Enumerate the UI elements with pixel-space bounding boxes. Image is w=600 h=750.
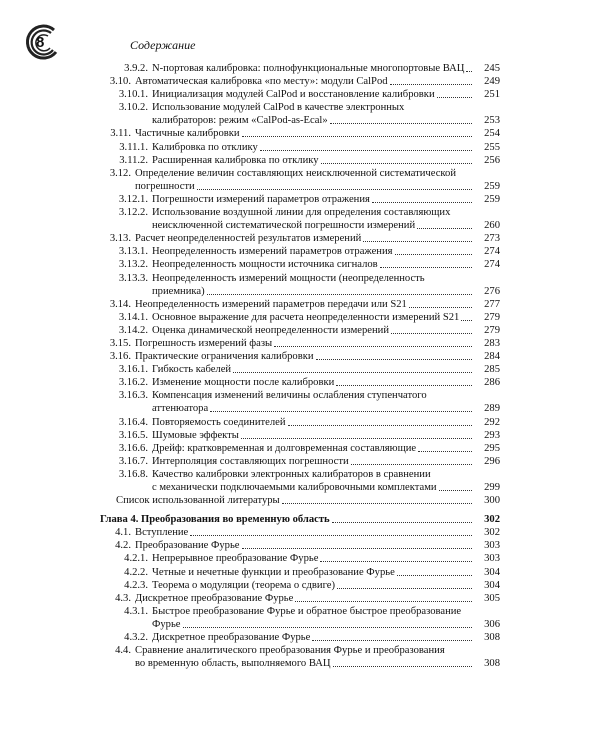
toc-entry-title — [135, 127, 474, 140]
toc-entry-number: 3.16.3. — [118, 390, 148, 402]
toc-entry-line — [135, 337, 474, 350]
dot-leader — [336, 385, 472, 386]
dot-leader — [330, 123, 472, 124]
toc-entry-line — [152, 468, 474, 481]
toc-page-number: 283 — [484, 337, 500, 349]
dot-leader — [183, 627, 473, 628]
toc-entry-number: 3.16.4. — [118, 416, 148, 428]
dot-leader — [190, 535, 472, 536]
toc-page-number: 302 — [484, 514, 500, 526]
toc-entry — [0, 566, 600, 579]
toc-entry-number: 4.3.1. — [124, 605, 148, 617]
toc-entry-line — [135, 167, 474, 180]
toc-entry-number: 3.12. — [109, 167, 131, 179]
toc-entry-line — [152, 552, 474, 565]
toc-entry-number: 4.2. — [115, 540, 131, 552]
toc-entry — [0, 62, 600, 75]
toc-entry-line — [152, 481, 474, 494]
toc-entry-title — [152, 311, 474, 324]
toc-entry — [0, 311, 600, 324]
toc-page-number: 303 — [484, 540, 500, 552]
toc-entry-line — [152, 579, 474, 592]
toc-entry-line — [135, 298, 474, 311]
toc-entry-title — [135, 167, 474, 193]
toc-line-text: аттенюатора — [152, 403, 209, 415]
toc-entry — [0, 468, 600, 494]
running-header-title: Содержание — [130, 38, 196, 52]
toc-entry — [0, 75, 600, 88]
toc-line-text: Шумовые эффекты — [152, 429, 239, 441]
toc-page-number: 302 — [484, 527, 500, 539]
toc-line-text: неисключенной систематической погрешности измерений — [152, 220, 416, 232]
toc-entry-number: 4.2.2. — [124, 566, 148, 578]
toc-entry — [0, 539, 600, 552]
toc-entry-title — [135, 298, 474, 311]
toc-entry — [0, 552, 600, 565]
toc-page-number: 303 — [484, 553, 500, 565]
toc-page-number: 306 — [484, 618, 500, 630]
dot-leader — [210, 411, 472, 412]
toc-line-text: Оценка динамической неопределенности измерений — [152, 324, 389, 336]
toc-entry-line — [135, 350, 474, 363]
toc-entry-line — [152, 566, 474, 579]
toc-entry — [0, 272, 600, 298]
dot-leader — [274, 346, 472, 347]
toc-line-text: Определение величин составляющих неисключенной систематической — [135, 167, 456, 179]
toc-entry-title — [152, 363, 474, 376]
toc-entry-number: 3.13.3. — [118, 272, 148, 284]
toc-entry — [0, 494, 600, 507]
dot-leader — [333, 666, 472, 667]
toc-line-text: Практические ограничения калибровки — [135, 351, 314, 363]
toc-entry-title — [152, 552, 474, 565]
page-header — [22, 22, 582, 62]
toc-entry-title — [135, 592, 474, 605]
toc-page-number: 249 — [484, 76, 500, 88]
toc-entry-number: 3.15. — [109, 337, 131, 349]
toc-entry-line — [135, 180, 474, 193]
toc-entry-line — [135, 592, 474, 605]
toc-entry-title — [152, 605, 474, 631]
toc-entry-line — [152, 219, 474, 232]
toc-page-number: 295 — [484, 442, 500, 454]
toc-entry-title — [152, 62, 474, 75]
toc-entry — [0, 337, 600, 350]
toc-page-number: 260 — [484, 220, 500, 232]
toc-entry-line — [152, 455, 474, 468]
toc-page-number: 273 — [484, 233, 500, 245]
dot-leader — [282, 503, 472, 504]
toc-line-text: Использование воздушной линии для определения составляющих — [152, 207, 451, 219]
toc-entry-number: 3.16.1. — [118, 364, 148, 376]
toc-entry — [0, 101, 600, 127]
toc-page-number: 253 — [484, 115, 500, 127]
toc-line-text: калибраторов: режим «CalPod-as-Ecal» — [152, 115, 328, 127]
toc-line-text: Дискретное преобразование Фурье — [135, 592, 294, 604]
dot-leader — [417, 228, 472, 229]
toc-entry — [0, 350, 600, 363]
toc-entry-line — [152, 193, 474, 206]
toc-page-number: 245 — [484, 63, 500, 74]
toc-line-text: Расширенная калибровка по отклику — [152, 154, 319, 166]
toc-entry-title — [152, 206, 474, 232]
toc-entry-line — [135, 539, 474, 552]
toc-entry-line — [135, 644, 474, 657]
toc-line-text: Неопределенность измерений параметров передачи или S21 — [135, 298, 407, 310]
toc-entry — [0, 455, 600, 468]
toc-entry — [0, 526, 600, 539]
toc-line-text: Частичные калибровки — [135, 128, 240, 140]
toc-entry-line — [152, 206, 474, 219]
toc-page-number: 299 — [484, 482, 500, 493]
toc-entry-number: 3.16. — [109, 351, 131, 363]
toc-entry — [0, 298, 600, 311]
toc-entry-line — [135, 127, 474, 140]
toc-page-number: 308 — [484, 632, 500, 644]
toc-page-number: 274 — [484, 246, 500, 258]
toc-entry-line — [152, 442, 474, 455]
dot-leader — [363, 241, 472, 242]
toc-line-text: Преобразование Фурье — [135, 540, 240, 552]
toc-line-text: Инициализация модулей CalPod и восстановление калибровки — [152, 89, 435, 101]
toc-entry — [0, 631, 600, 644]
toc-entry-line — [152, 62, 474, 75]
toc-line-text: Сравнение аналитического преобразования Фурье и преобразования — [135, 645, 445, 657]
toc-entry-number: 4.4. — [115, 645, 131, 657]
toc-entry-line — [152, 389, 474, 402]
toc-entry-line — [152, 363, 474, 376]
toc-line-text: Глава 4. Преобразования во временную область — [100, 514, 330, 526]
toc-entry-number: 3.16.7. — [118, 455, 148, 467]
toc-entry-title — [152, 141, 474, 154]
toc-page-number: 296 — [484, 455, 500, 467]
toc-entry — [0, 429, 600, 442]
toc-page-number: 305 — [484, 592, 500, 604]
toc-line-text: Использование модулей CalPod в качестве электронных — [152, 102, 405, 114]
toc-entry-number: 4.3.2. — [124, 632, 148, 644]
toc-line-text: Компенсация изменений величины ослабления ступенчатого — [152, 390, 427, 402]
toc-entry — [0, 232, 600, 245]
toc-line-text: Качество калибровки электронных калибраторов в сравнении — [152, 468, 431, 480]
dot-leader — [207, 294, 472, 295]
toc-entry-line — [152, 245, 474, 258]
toc-entry-line — [152, 114, 474, 127]
dot-leader — [233, 372, 472, 373]
toc-line-text: Фурье — [152, 618, 181, 630]
toc-line-text: Гибкость кабелей — [152, 364, 232, 376]
toc-line-text: Дрейф: кратковременная и долговременная составляющие — [152, 442, 417, 454]
toc-page-number: 286 — [484, 377, 500, 389]
toc-entry-number: 3.14.2. — [118, 324, 148, 336]
toc-entry — [0, 442, 600, 455]
toc-entry-line — [152, 416, 474, 429]
toc-page-number: 285 — [484, 364, 500, 376]
toc-entry-title — [152, 376, 474, 389]
toc-page-number: 277 — [484, 298, 500, 310]
toc-line-text: Список использованной литературы — [116, 495, 280, 507]
toc-entry-title — [152, 579, 474, 592]
dot-leader — [288, 425, 473, 426]
toc-line-text: Погрешности измерений параметров отражения — [152, 193, 370, 205]
dot-leader — [390, 84, 472, 85]
toc-entry-line — [135, 75, 474, 88]
toc-entry — [0, 88, 600, 101]
dot-leader — [461, 320, 472, 321]
toc-entry-title — [152, 631, 474, 644]
toc-entry — [0, 258, 600, 271]
toc-entry — [0, 579, 600, 592]
table-of-contents — [0, 62, 600, 670]
toc-entry-title — [135, 232, 474, 245]
toc-entry-title — [100, 513, 474, 526]
toc-line-text: приемника) — [152, 285, 205, 297]
toc-line-text: Повторяемость соединителей — [152, 416, 286, 428]
toc-entry-title — [152, 455, 474, 468]
toc-entry-number: 3.14.1. — [118, 311, 148, 323]
toc-entry — [0, 376, 600, 389]
toc-entry-title — [135, 75, 474, 88]
toc-entry-number: 3.10.2. — [118, 102, 148, 114]
dot-leader — [391, 333, 472, 334]
dot-leader — [466, 71, 472, 72]
dot-leader — [409, 307, 472, 308]
toc-line-text: Дискретное преобразование Фурье — [152, 632, 311, 644]
toc-line-text: Калибровка по отклику — [152, 141, 258, 153]
dot-leader — [337, 588, 472, 589]
toc-line-text: погрешности — [135, 180, 195, 192]
toc-entry-line — [100, 513, 474, 526]
toc-entry-line — [152, 402, 474, 415]
toc-entry-title — [152, 258, 474, 271]
toc-entry-title — [152, 272, 474, 298]
toc-line-text: Четные и нечетные функции и преобразование Фурье — [152, 566, 395, 578]
toc-entry-line — [152, 101, 474, 114]
toc-line-text: Основное выражение для расчета неопределенности измерений S21 — [152, 311, 460, 323]
toc-entry-title — [152, 468, 474, 494]
toc-page-number: 308 — [484, 658, 500, 670]
toc-entry — [0, 193, 600, 206]
dot-leader — [242, 548, 472, 549]
toc-entry-title — [152, 193, 474, 206]
toc-entry-number: 3.11.2. — [119, 154, 148, 166]
toc-page-number: 254 — [484, 128, 500, 140]
toc-entry-line — [152, 311, 474, 324]
toc-entry-line — [152, 141, 474, 154]
toc-entry-number: 3.12.2. — [118, 207, 148, 219]
toc-entry-line — [152, 272, 474, 285]
toc-line-text: Теорема о модуляции (теорема о сдвиге) — [152, 579, 336, 591]
toc-page-number: 276 — [484, 285, 500, 297]
toc-entry — [0, 416, 600, 429]
toc-entry-number: 4.3. — [115, 592, 131, 604]
toc-line-text: Неопределенность измерений параметров отражения — [152, 246, 393, 258]
toc-entry-number: 3.11. — [110, 128, 131, 140]
toc-entry-title — [152, 416, 474, 429]
toc-entry-line — [116, 494, 474, 507]
toc-line-text: N-портовая калибровка: полнофункциональные многопортовые ВАЦ — [152, 63, 465, 74]
toc-line-text: Вступление — [135, 527, 189, 539]
toc-page-number: 304 — [484, 579, 500, 591]
dot-leader — [332, 522, 472, 523]
toc-entry — [0, 245, 600, 258]
toc-entry-number: 3.16.6. — [118, 442, 148, 454]
toc-entry — [0, 141, 600, 154]
toc-entry-line — [152, 258, 474, 271]
toc-entry-number: 3.12.1. — [118, 193, 148, 205]
toc-entry — [0, 592, 600, 605]
toc-entry-number: 4.2.3. — [124, 579, 148, 591]
dot-leader — [242, 136, 472, 137]
toc-entry-number: 3.11.1. — [119, 141, 148, 153]
toc-entry-line — [152, 376, 474, 389]
toc-page-number: 274 — [484, 259, 500, 271]
toc-page-number: 259 — [484, 180, 500, 192]
dot-leader — [260, 150, 472, 151]
toc-entry-number: 3.13.1. — [118, 246, 148, 258]
toc-page-number: 300 — [484, 495, 500, 507]
toc-line-text: Расчет неопределенностей результатов измерений — [135, 233, 362, 245]
toc-entry-title — [152, 154, 474, 167]
toc-entry-title — [135, 526, 474, 539]
toc-entry — [0, 127, 600, 140]
toc-entry-number: 3.10. — [109, 76, 131, 88]
dot-leader — [437, 97, 472, 98]
toc-entry-title — [135, 644, 474, 670]
toc-entry-number: 3.13. — [109, 233, 131, 245]
toc-entry — [0, 206, 600, 232]
toc-entry — [0, 154, 600, 167]
toc-entry — [0, 324, 600, 337]
toc-entry-line — [152, 618, 474, 631]
dot-leader — [312, 640, 472, 641]
toc-entry-number: 4.2.1. — [124, 553, 148, 565]
toc-entry-line — [152, 285, 474, 298]
toc-entry-title — [135, 337, 474, 350]
toc-entry-line — [152, 88, 474, 101]
toc-page-number: 255 — [484, 141, 500, 153]
toc-entry-title — [135, 350, 474, 363]
toc-entry-line — [135, 657, 474, 670]
toc-page-number: 304 — [484, 566, 500, 578]
dot-leader — [241, 438, 472, 439]
toc-entry-number: 3.13.2. — [118, 259, 148, 271]
toc-entry — [0, 605, 600, 631]
toc-entry-line — [135, 526, 474, 539]
toc-entry-title — [152, 88, 474, 101]
toc-line-text: Быстрое преобразование Фурье и обратное быстрое преобразование — [152, 605, 462, 617]
dot-leader — [351, 464, 472, 465]
toc-line-text: Автоматическая калибровка «по месту»: модули CalPod — [135, 76, 388, 88]
toc-entry-title — [152, 389, 474, 415]
toc-line-text: Изменение мощности после калибровки — [152, 377, 335, 389]
dot-leader — [397, 575, 472, 576]
toc-entry-number: 3.14. — [109, 298, 131, 310]
page-number: 8 — [36, 34, 45, 51]
toc-page-number: 289 — [484, 403, 500, 415]
dot-leader — [380, 267, 472, 268]
dot-leader — [321, 163, 472, 164]
toc-entry-number: 3.16.5. — [118, 429, 148, 441]
toc-entry-number: 3.10.1. — [118, 89, 148, 101]
dot-leader — [439, 490, 472, 491]
dot-leader — [295, 601, 472, 602]
toc-page-number: 279 — [484, 311, 500, 323]
toc-entry-title — [152, 566, 474, 579]
toc-entry-line — [152, 154, 474, 167]
toc-page-number: 284 — [484, 351, 500, 363]
toc-page-number: 279 — [484, 324, 500, 336]
toc-entry — [0, 644, 600, 670]
dot-leader — [320, 561, 472, 562]
toc-line-text: Интерполяция составляющих погрешности — [152, 455, 349, 467]
toc-entry — [0, 389, 600, 415]
toc-line-text: во временную область, выполняемого ВАЦ — [135, 658, 331, 670]
toc-entry-number: 4.1. — [115, 527, 131, 539]
toc-page-number: 256 — [484, 154, 500, 166]
toc-entry-number: 3.9.2. — [124, 63, 148, 74]
toc-line-text: Неопределенность мощности источника сигналов — [152, 259, 378, 271]
toc-page-number: 293 — [484, 429, 500, 441]
toc-line-text: Погрешность измерений фазы — [135, 337, 273, 349]
dot-leader — [316, 359, 472, 360]
toc-entry-title — [152, 324, 474, 337]
toc-entry-title — [135, 539, 474, 552]
toc-line-text: Непрерывное преобразование Фурье — [152, 553, 319, 565]
toc-entry-line — [152, 605, 474, 618]
dot-leader — [395, 254, 472, 255]
toc-entry-line — [152, 324, 474, 337]
toc-entry-title — [152, 442, 474, 455]
toc-entry-line — [135, 232, 474, 245]
toc-entry-line — [152, 429, 474, 442]
toc-entry-number: 3.16.8. — [118, 468, 148, 480]
toc-line-text: Неопределенность измерений мощности (неопределенность — [152, 272, 425, 284]
toc-page-number: 251 — [484, 89, 500, 101]
toc-entry-number: 3.16.2. — [118, 377, 148, 389]
toc-page-number: 259 — [484, 193, 500, 205]
toc-entry — [0, 363, 600, 376]
dot-leader — [197, 189, 472, 190]
dot-leader — [418, 451, 472, 452]
dot-leader — [372, 202, 472, 203]
toc-entry-line — [152, 631, 474, 644]
toc-line-text: с механически подключаемыми калибровочными комплектами — [152, 481, 437, 493]
toc-entry — [0, 167, 600, 193]
toc-entry-title — [152, 245, 474, 258]
toc-entry-title — [152, 101, 474, 127]
toc-entry — [0, 513, 600, 526]
toc-page-number: 292 — [484, 416, 500, 428]
toc-entry-title — [116, 494, 474, 507]
toc-entry-title — [152, 429, 474, 442]
